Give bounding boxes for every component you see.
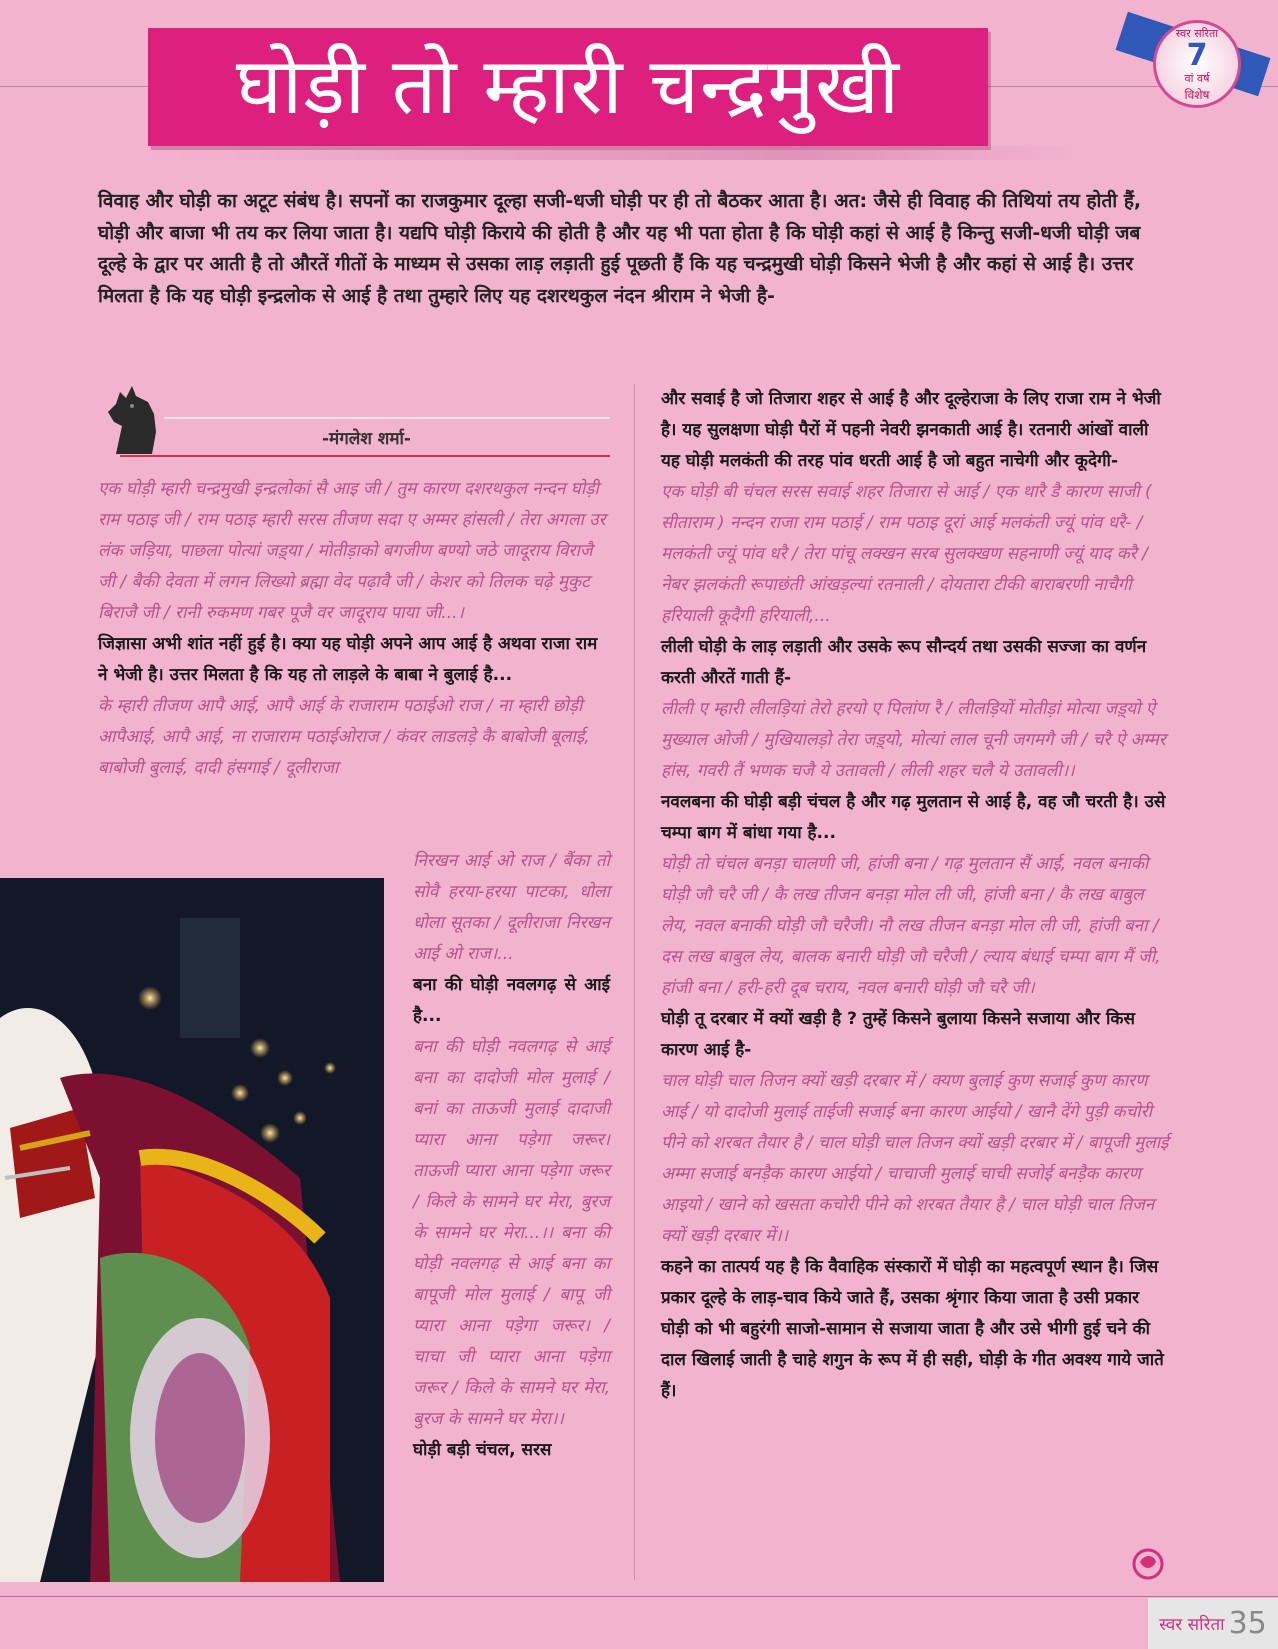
badge-number: 7	[1186, 37, 1208, 73]
folk-song-verse: घोड़ी तो चंचल बनड़ा चालणी जी, हांजी बना / गढ़ मुलतान सैं आई, नवल बनाकी घोड़ी जौ चरै जी / कै लख तीजन बनड़ा मोल ली जी, हांजी बना / कै लख बाबुल लेय, नवल बनाकी घोड़ी जौ चरैजी। नौ लख तीजन बनड़ा मोल ली जी, हांजी बना / दस लख बाबुल लेय, बालक बनारी घोड़ी जौ चरैजी / ल्याय बंधाई चम्पा बाग मैं जी, हांजी बना / हरी-हरी दूब चराय, नवल बनारी घोड़ी जौ चरै जी।	[661, 854, 1161, 998]
left-column-top	[98, 474, 610, 784]
author-name: -मंगलेश शर्मा-	[322, 429, 411, 449]
body-paragraph: लीली घोड़ी के लाड़ लड़ाती और उसके रूप सौन्दर्य तथा उसकी सज्जा का वर्णन करती औरतें गाती हैं-	[661, 637, 1147, 688]
folk-song-verse: के म्हारी तीजण आपै आई, आपै आई के राजाराम पठाईओ राज / ना म्हारी छोड़ी आपैआई, आपै आई, ना राजाराम पठाईओराज / कंवर लाडलड़े कै बाबोजी बूलाई, बाबोजी बुलाई, दादी हंसगाई / दूलीराजा	[98, 696, 590, 778]
body-paragraph: और सवाई है जो तिजारा शहर से आई है और दूल्हेराजा के लिए राजा राम ने भेजी है। यह सुलक्षणा घोड़ी पैरों में पहनी नेवरी झनकाती आई है। रतनारी आंखों वाली यह घोड़ी मलकंती की तरह पांव धरती आई है जो बहुत नाचेगी और कूदेगी-	[661, 389, 1161, 471]
title-banner	[148, 28, 988, 146]
author-rule-bottom	[120, 455, 610, 457]
bottom-rule	[0, 1596, 1278, 1597]
horse-illustration	[0, 878, 384, 1582]
badge-ordinal: वां वर्ष	[1184, 71, 1210, 85]
folk-song-verse: बना की घोड़ी नवलगढ़ से आई बना का दादोजी मोल मुलाई / बनां का ताऊजी मुलाई दादाजी प्यारा आना पड़ेगा जरूर। ताऊजी प्यारा आना पड़ेगा जरूर / किले के सामने घर मेरा, बुरज के सामने घर मेरा...।। बना की घोड़ी नवलगढ़ से आई बना का बापूजी मोल मुलाई / बापू जी प्यारा आना पड़ेगा जरूर। / चाचा जी प्यारा आना पड़ेगा जरूर / किले के सामने घर मेरा, बुरज के सामने घर मेरा।।	[413, 1037, 610, 1429]
body-paragraph: नवलबना की घोड़ी बड़ी चंचल है और गढ़ मुलतान से आई है, वह जौ चरती है। उसे चम्पा बाग में बांधा गया है...	[661, 792, 1166, 843]
left-column-narrow	[413, 846, 610, 1466]
folk-song-verse: एक घोड़ी म्हारी चन्द्रमुखी इन्द्रलोकां सै आइ जी / तुम कारण दशरथकुल नन्दन घोड़ी राम पठाइ जी / राम पठाइ म्हारी सरस तीजण सदा ए अम्मर हांसली / तेरा अगला उर लंक जड़िया, पाछला पोत्यां जड़्या / मोतीड़ाको बगजीण बण्यो जठे जादूराय विराजै जी / बैकी देवता में लगन लिख्यो ब्रह्मा वेद पढ़ावै जी / केशर को तिलक चढ़े मुकुट बिराजै जी / रानी रुकमण गबर पूजै वर जादूराय पाया जी...।	[98, 479, 606, 623]
horse-head-icon	[102, 382, 164, 454]
page-footer	[1148, 1598, 1278, 1649]
decorated-horse-photo	[0, 878, 384, 1582]
body-paragraph: जिज्ञासा अभी शांत नहीं हुई है। क्या यह घोड़ी अपने आप आई है अथवा राजा राम ने भेजी है। उत्तर मिलता है कि यह तो लाड़ले के बाबा ने बुलाई है...	[98, 634, 598, 685]
folk-song-verse: चाल घोड़ी चाल तिजन क्यों खड़ी दरबार में / क्यण बुलाई कुण सजाई कुण कारण आई / यो दादोजी मुलाई ताईजी सजाई बना कारण आईयो / खानै देंगे पुड़ी कचोरी पीने को शरबत तैयार है / चाल घोड़ी चाल तिजन क्यों खड़ी दरबार में / बापूजी मुलाई अम्मा सजाई बनड़ैक कारण आईयो / चाचाजी मुलाई चाची सजोई बनड़ैक कारण आइयो / खाने को खसता कचोरी पीने को शरबत तैयार है / चाल घोड़ी चाल तिजन क्यों खड़ी दरबार में।।	[661, 1071, 1169, 1246]
folk-song-verse: लीली ए म्हारी लीलड़ियां तेरो हरयो ए पिलांण रै / लीलड़ियों मोतीड़ां मोत्या जड़्यो ऐ मुख्याल ओजी / मुखियालड़ो तेरा जड़्यो, मोत्यां लाल चूनी जगमगै जी / चरै ऐ अम्मर हांस, गवरी तैं भणक चजै ये उतावली / लीली शहर चलै ये उतावली।।	[661, 699, 1166, 781]
right-column	[661, 384, 1171, 1407]
article-title: घोड़ी तो म्हारी चन्द्रमुखी	[235, 42, 901, 132]
body-paragraph: घोड़ी बड़ी चंचल, सरस	[413, 1440, 552, 1460]
folk-song-verse: एक घोड़ी बी चंचल सरस सवाई शहर तिजारा से आई / एक थारै डै कारण साजी ( सीताराम ) नन्दन राजा राम पठाई / राम पठाइ दूरां आई मलकंती ज्यूं पांव धरै- / मलकंती ज्यूं पांव धरै / तेरा पांचू लक्खन सरब सुलक्खण सहनाणी ज्यूं याद करै / नेबर झलकंती रूपाछंती आंखड़ल्यां रतनाली / दोयतारा टीकी बाराबरणी नाचैगी हरियाली कूदैगी हरियाली,...	[661, 482, 1152, 626]
article-end-icon	[1128, 1544, 1168, 1584]
body-paragraph: कहने का तात्पर्य यह है कि वैवाहिक संस्कारों में घोड़ी का महत्वपूर्ण स्थान है। जिस प्रकार दूल्हे के लाड़-चाव किये जाते हैं, उसका श्रृंगार किया जाता है उसी प्रकार घोड़ी को भी बहुरंगी साजो-सामान से सजाया जाता है और उसे भीगी हुई चने की दाल खिलाई जाती है चाहे शगुन के रूप में ही सही, घोड़ी के गीत अवश्य गाये जाते हैं।	[661, 1257, 1164, 1401]
badge-label: विशेष	[1184, 87, 1210, 102]
body-paragraph: बना की घोड़ी नवलगढ़ से आई है...	[413, 975, 610, 1026]
author-rule-top	[164, 417, 610, 419]
banner-shadow	[148, 146, 1078, 160]
column-divider	[634, 384, 635, 1580]
author-byline	[102, 382, 610, 462]
anniversary-badge	[1118, 12, 1268, 112]
magazine-name: स्वर सरिता	[1159, 1615, 1225, 1635]
folk-song-verse: निरखन आई ओ राज / बैंका तो सोवै हरया-हरया पाटका, धोला धोला सूतका / दूलीराजा निरखन आई ओ राज।...	[413, 851, 610, 964]
intro-paragraph	[98, 186, 1168, 312]
badge-circle	[1153, 20, 1241, 108]
body-paragraph: घोड़ी तू दरबार में क्यों खड़ी है ? तुम्हें किसने बुलाया किसने सजाया और किस कारण आई है-	[661, 1009, 1135, 1060]
badge-brand: स्वर सरिता	[1175, 26, 1219, 40]
intro-text: विवाह और घोड़ी का अटूट संबंध है। सपनों का राजकुमार दूल्हा सजी-धजी घोड़ी पर ही तो बैठकर आता है। अत: जैसे ही विवाह की तिथियां तय होती हैं, घोड़ी और बाजा भी तय कर लिया जाता है। यद्यपि घोड़ी किराये की होती है और यह भी पता होता है कि घोड़ी कहां से आई है किन्तु सजी-धजी घोड़ी जब दूल्हे के द्वार पर आती है तो औरतें गीतों के माध्यम से उसका लाड़ लड़ाती हुई पूछती हैं कि यह चन्द्रमुखी घोड़ी किसने भेजी है और कहां से आई है। उत्तर मिलता है कि यह घोड़ी इन्द्रलोक से आई है तथा तुम्हारे लिए यह दशरथकुल नंदन श्रीराम ने भेजी है-	[98, 190, 1142, 307]
page-number: 35	[1228, 1606, 1267, 1641]
